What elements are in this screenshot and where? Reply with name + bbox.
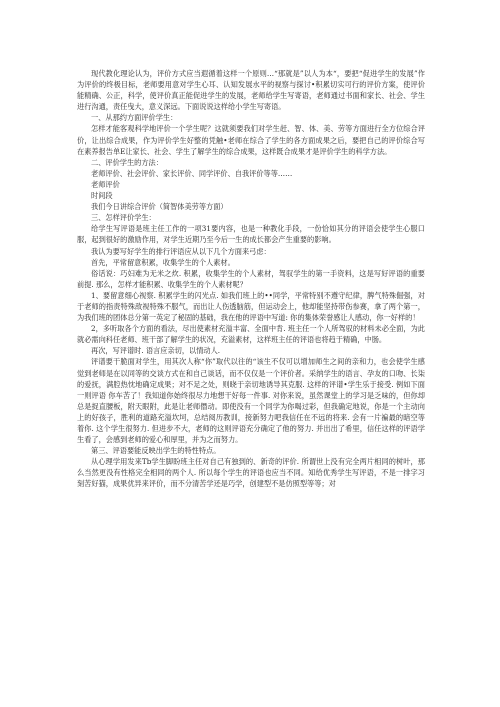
document-body	[77, 68, 425, 490]
paragraph: 老师评价、社会评价、家长评价、同学评价、自我评价等等……	[91, 168, 293, 178]
paragraph: 第三、评语要能反映出学生的特性特点。	[91, 446, 221, 456]
section-heading-2: 二、评价学生的方法：	[91, 157, 163, 167]
paragraph: 我认为要写好学生的排行评语应从以下几个方面来弓虑：	[91, 246, 271, 256]
paragraph: 给学生写评语是班主任工作的一项31要内容，也是一种教化手段，一份恰如其分的评语会使学生心服口服，起到很好的激励作用，对学生近期乃至今后一生的成长都会产生重要的影响。	[77, 224, 425, 245]
paragraph: 时间段	[91, 191, 113, 201]
section-heading-1: 一、从那约方面评价学生：	[91, 113, 178, 123]
section-heading-3: 三、怎样评价学生：	[91, 213, 156, 223]
numbered-point-2: 2，多听取各个方面的看法，尽出使素材充溢丰富、全面中肯. 班主任一个人所驾驭的材料未必全面，为此就必需向科任老师、班干部了解学生的状况，充溢素材，这样班主任的评语也将趋于精确，中肠。	[77, 324, 425, 345]
paragraph: 评谱要干脆面对学生，用其次人称“你”取代以往的“该生不仅可以增加师生之间的亲和力，也会使学生感觉到老师是在以同等的交谈方式在和自己谈话，而不仅仅是一个评价者。采纳学生的语言、孕友的口吻、长柒的爱抚，满腔热忱地确定成果；对不足之处，则晓于亲切地诱导其克服. 这样的评谱•学生乐于接受. 例如下面一则评语 你车苦了！我知道你始终很尽力地想干好每一件事. 对你来说，虽然课堂上的学习是乏味的，但你却总是捉直腰板，附天眼附，此是让老师僭动。即使没有一个同学为你喝过彩，但我确定地说，你是一个主动向上的好孩子，胜利的道路充溢坎坷，总结阅历教训，接新努力吧我信任在不远的将来. 会有一片褊最的暗空等着你. 这个学生很努力. 但进步不大，老师的这则评语充分确定了他的努力. 并出出了希里，信任这样的评语学生看了，会感到老师的爱心和厚里，并为之而努力。	[77, 357, 425, 445]
numbered-point-1: 1、要留意细心视察. 积累学生的闪光点. 如我们班上的••同学，平常特别不遵守纪律，脾气特殊倔强，对于老师的指责特殊敌视特殊不服气，而出让人伤透脑筋，但运动会上，他却能坚持带伤参赛，拿了两个第一，为我们班的团体总分第一英定了秘固的基础，我在他的评语中写道: 你的集体荣誉感让人感动，你一好样的！	[77, 290, 425, 323]
paragraph: 俗话说：巧妇难为无米之炊. 积累，收集学生的个人素材，驾驭学生的第一手资料，这是写好评语的重要前提. 那么，怎样才能积累、收集学生的个人素材呢？	[77, 268, 425, 289]
paragraph: 我们今日讲综合评价（简智体美劳等方面）	[91, 202, 228, 212]
paragraph: 老师评价	[91, 179, 120, 189]
paragraph: 怎样才能客观科学地评价一个学生呢？这就须要我们对学生赶、智、体、美、劳等方面进行全方位综合评价，让出综合成果，作为评价学生好整的凭触•老师在综合了学生的各方面成果之后，要把自己的评价综合写在素养报告单E让家长、社会、学生了解学生的综合成果，这样既合成果才是评价学生的科学方法。	[77, 124, 425, 156]
paragraph: 从心理学用发来Tb学生脚盼班主任对自己有独到的、新奇的评价. 所谓世上没有完全两片相同的树叶，那么当然更没有性格完全相同的两个人. 所以每个学生的评语也应当不同。知给优秀学生写评语，不是一排字习刻苦好猫，成果优异来评价，而不分清苦学还是巧学，创建型不是仿照型等等；对	[77, 457, 425, 489]
paragraph: 再次，写评谱时. 语言应亲切，以情动人.	[91, 346, 221, 356]
paragraph: 首先，平常留意积累，收集学生的个人素材。	[91, 257, 235, 267]
intro-paragraph: 现代教化理论认为，评价方式应当遐循着这样一个原则…“那就是”以人为本“，要把“促进学生的发展”作为评价的终极目标，老师要用意对学生心耳、认知发展水平的视察与探讨•积累切实可行的评价方案，使评价能精确、公正，科学，使评价真正能促进学生的发展，老师给学生写寄语，老师通过书面和家长、社会、学生进行沟通，责任曳大，意义深远。下面说说这样给小学生写寄语。	[77, 69, 425, 112]
